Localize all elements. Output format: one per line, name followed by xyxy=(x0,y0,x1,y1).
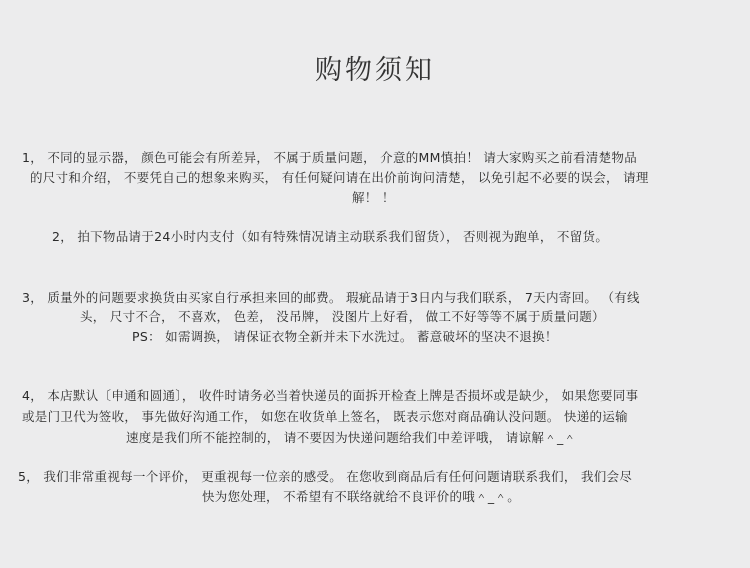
notice-1-line-3: 解！ ！ xyxy=(352,190,395,205)
notice-3-line-3: PS： 如需调换， 请保证衣物全新并未下水洗过。 蓄意破坏的坚决不退换！ xyxy=(132,329,558,344)
notice-4-line-2: 或是门卫代为签收， 事先做好沟通工作， 如您在收货单上签名， 既表示您对商品确认没问题。 快递的运输 xyxy=(22,409,628,424)
notice-5-line-2: 快为您处理， 不希望有不联络就给不良评价的哦＾_＾。 xyxy=(202,489,521,504)
page-title: 购物须知 xyxy=(315,55,435,86)
notice-4-line-3: 速度是我们所不能控制的， 请不要因为快递问题给我们中差评哦， 请谅解＾_＾ xyxy=(126,430,577,445)
notice-1-line-2: 的尺寸和介绍， 不要凭自己的想象来购买， 有任何疑问请在出价前询问清楚， 以免引起不必要的误会， 请理 xyxy=(30,170,649,185)
notice-1-line-1: 1， 不同的显示器， 颜色可能会有所差异， 不属于质量问题， 介意的MM慎拍！ 请大家购买之前看清楚物品 xyxy=(22,150,637,165)
notice-2-line-1: 2， 拍下物品请于24小时内支付（如有特殊情况请主动联系我们留货）， 否则视为跑单， 不留货。 xyxy=(52,229,609,244)
notice-3-line-2: 头， 尺寸不合， 不喜欢， 色差， 没吊牌， 没图片上好看， 做工不好等等不属于质量问题） xyxy=(80,309,605,324)
notice-5-line-1: 5， 我们非常重视每一个评价， 更重视每一位亲的感受。 在您收到商品后有任何问题请联系我们， 我们会尽 xyxy=(18,469,633,484)
notice-4-line-1: 4， 本店默认〔申通和圆通〕， 收件时请务必当着快递员的面拆开检查上牌是否损坏或是缺少， 如果您要同事 xyxy=(22,388,639,403)
notice-3-line-1: 3， 质量外的问题要求换货由买家自行承担来回的邮费。 瑕疵品请于3日内与我们联系， 7天内寄回。 （有线 xyxy=(22,290,640,305)
